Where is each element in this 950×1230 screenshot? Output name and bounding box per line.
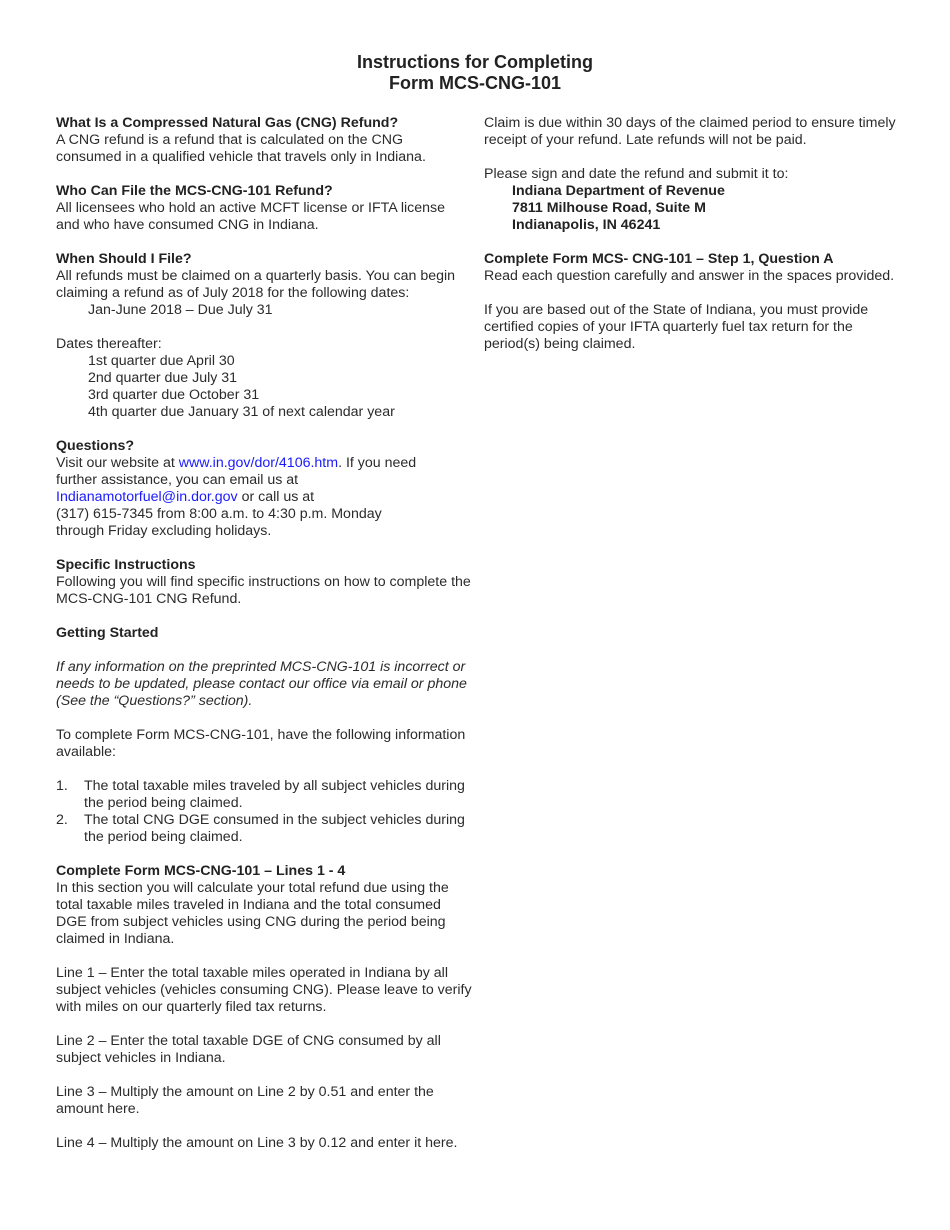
submit-section: [484, 166, 904, 234]
list-number: 1.: [56, 778, 68, 794]
left-column: [56, 115, 476, 1169]
text: . If you need further assistance, you can email us at: [56, 455, 417, 488]
right-column: [484, 115, 904, 370]
claim-paragraph: Claim is due within 30 days of the claimed period to ensure timely receipt of your refund. Late refunds will not be paid.: [484, 115, 896, 148]
website-link[interactable]: www.in.gov/dor/4106.htm: [178, 455, 339, 471]
submit-text: Please sign and date the refund and submit it to:: [484, 166, 789, 182]
paragraph: To complete Form MCS-CNG-101, have the following information available:: [56, 727, 466, 760]
paragraph: Read each question carefully and answer in the spaces provided.: [484, 268, 895, 284]
heading: Questions?: [56, 438, 135, 454]
heading: Getting Started: [56, 625, 159, 641]
email-link[interactable]: Indianamotorfuel@in.dor.gov: [56, 489, 238, 505]
section-step1: [484, 251, 904, 285]
line-1-instruction: Line 1 – Enter the total taxable miles operated in Indiana by all subject vehicles (vehicles consuming CNG). Please leave to verify with miles on our quarterly filed tax returns.: [56, 965, 472, 1015]
line-4-instruction: Line 4 – Multiply the amount on Line 3 by 0.12 and enter it here.: [56, 1135, 458, 1151]
address-line: 7811 Milhouse Road, Suite M: [512, 200, 706, 216]
paragraph: All refunds must be claimed on a quarterly basis. You can begin claiming a refund as of July 2018 for the following dates:: [56, 268, 456, 301]
section-dates-thereafter: [56, 336, 476, 421]
list-text: The total CNG DGE consumed in the subject vehicles during the period being claimed.: [84, 812, 465, 845]
initial-date: Jan-June 2018 – Due July 31: [88, 302, 273, 318]
date-item: 4th quarter due January 31 of next calendar year: [88, 404, 395, 420]
outside-indiana-paragraph: If you are based out of the State of Indiana, you must provide certified copies of your IFTA quarterly fuel tax return for the period(s) being claimed.: [484, 302, 869, 352]
list-number: 2.: [56, 812, 68, 828]
date-item: 3rd quarter due October 31: [88, 387, 260, 403]
paragraph: A CNG refund is a refund that is calculated on the CNG consumed in a qualified vehicle that travels only in Indiana.: [56, 132, 426, 165]
list-text: The total taxable miles traveled by all subject vehicles during the period being claimed.: [84, 778, 465, 811]
paragraph: Following you will find specific instructions on how to complete the MCS-CNG-101 CNG Refund.: [56, 574, 471, 607]
numbered-list: [56, 778, 476, 846]
section-lines: [56, 863, 476, 948]
heading: Specific Instructions: [56, 557, 196, 573]
address-line: Indiana Department of Revenue: [512, 183, 725, 199]
list-item: [56, 778, 476, 812]
heading: Complete Form MCS- CNG-101 – Step 1, Question A: [484, 251, 834, 267]
line-2-instruction: Line 2 – Enter the total taxable DGE of CNG consumed by all subject vehicles in Indiana.: [56, 1033, 441, 1066]
paragraph: [56, 455, 476, 540]
paragraph: All licensees who hold an active MCFT license or IFTA license and who have consumed CNG in Indiana.: [56, 200, 446, 233]
section-questions: [56, 438, 476, 540]
line-3-instruction: Line 3 – Multiply the amount on Line 2 by 0.51 and enter the amount here.: [56, 1084, 434, 1117]
heading: What Is a Compressed Natural Gas (CNG) Refund?: [56, 115, 399, 131]
title-line-1: Instructions for Completing: [357, 52, 593, 72]
address-line: Indianapolis, IN 46241: [512, 217, 661, 233]
section-when: [56, 251, 476, 319]
paragraph: In this section you will calculate your total refund due using the total taxable miles traveled in Indiana and the total consumed DGE from subject vehicles using CNG during the period being claimed in Indiana.: [56, 880, 449, 947]
list-item: [56, 812, 476, 846]
text: or call us at (317) 615-7345 from 8:00 a.m. to 4:30 p.m. Monday through Friday excluding holidays.: [56, 489, 382, 539]
section-who: [56, 183, 476, 234]
text: Visit our website at: [56, 455, 179, 471]
page-title: [0, 52, 950, 94]
label: Dates thereafter:: [56, 336, 162, 352]
section-specific: [56, 557, 476, 608]
italic-note: If any information on the preprinted MCS-CNG-101 is incorrect or needs to be updated, please contact our office via email or phone (See the “Questions?” section).: [56, 659, 467, 709]
heading: Complete Form MCS-CNG-101 – Lines 1 - 4: [56, 863, 346, 879]
section-what: [56, 115, 476, 166]
heading: Who Can File the MCS-CNG-101 Refund?: [56, 183, 333, 199]
date-item: 2nd quarter due July 31: [88, 370, 238, 386]
date-item: 1st quarter due April 30: [88, 353, 235, 369]
section-getting-started: [56, 625, 476, 642]
title-line-2: Form MCS-CNG-101: [388, 73, 562, 93]
heading: When Should I File?: [56, 251, 192, 267]
